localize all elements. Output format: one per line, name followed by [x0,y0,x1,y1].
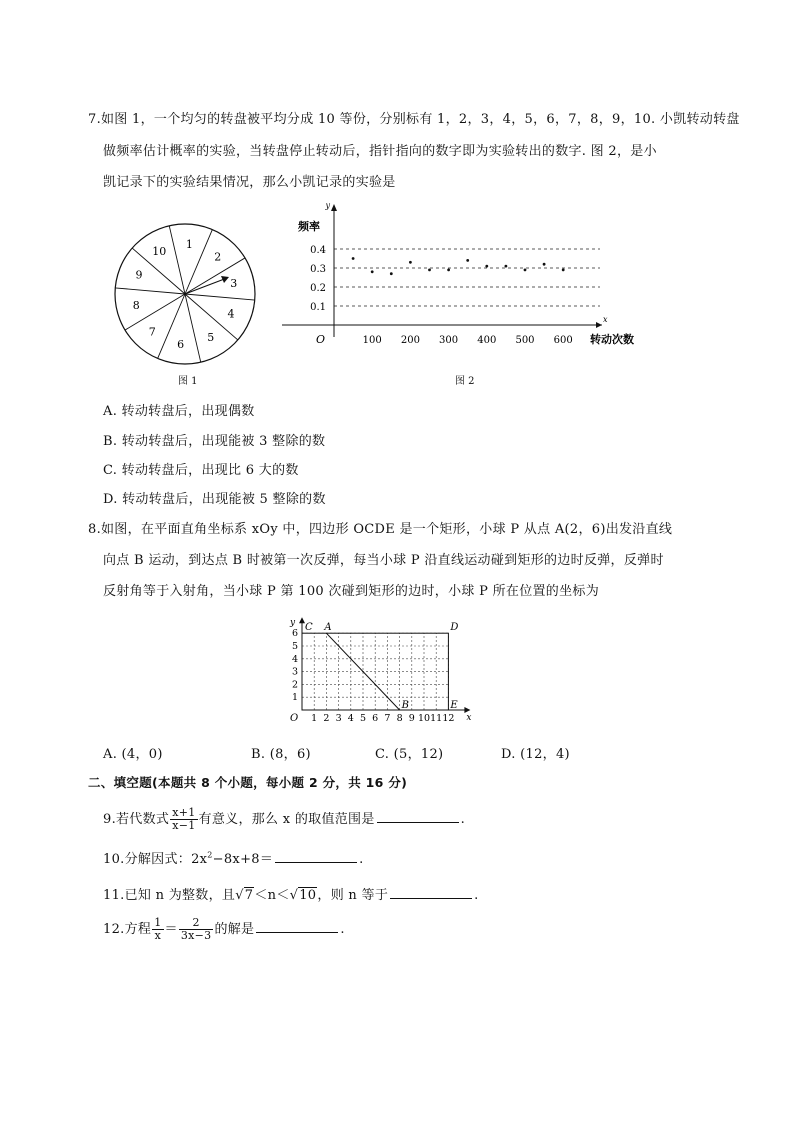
x-tick-label: 2 [323,713,330,724]
data-point [352,257,355,260]
x-tick-label: 4 [347,713,354,724]
y-tick-label: 0.1 [310,302,326,313]
q8-grid-figure [282,610,482,725]
q12-denominator-2: 3x−3 [180,929,212,942]
figure1-wheel [110,220,260,370]
y-tick-label: 2 [291,679,298,691]
wheel-number: 10 [152,245,167,259]
q9-denominator: x−1 [172,819,196,832]
data-point [505,265,508,268]
q11-radicand-2: 10 [299,888,317,903]
wheel-number: 8 [132,299,140,313]
x-tick-label: 600 [553,335,573,346]
q9-post: 有意义，那么 x 的取值范围是 [198,812,375,827]
y-tick-label: 0.2 [310,283,326,294]
q8-option-b: B. (8，6) [251,747,311,762]
wheel-number: 6 [177,337,185,351]
label-d: D [450,622,459,634]
data-point [485,265,488,268]
q11-radicand-1: 7 [244,888,254,903]
y-tick-label: 6 [291,628,298,640]
label-c: C [305,622,313,634]
q8-line3: 反射角等于入射角，当小球 P 第 100 次碰到矩形的边时，小球 P 所在位置的坐标为 [103,584,600,599]
x-axis-arrow [596,322,602,328]
x-tick-label: 400 [477,335,497,346]
section2-title: 二、填空题(本题共 8 个小题，每小题 2 分，共 16 分) [88,775,408,790]
q10-pre: 10.分解因式：2x [103,852,208,867]
data-point [524,269,527,272]
wheel-number: 3 [230,276,238,290]
data-point [409,261,412,264]
q12-post: 的解是 [214,922,255,937]
x-tick-label: 100 [362,335,382,346]
q11-post: ，则 n 等于 [317,888,389,903]
x-tick-label: 6 [372,713,379,724]
wheel-number: 7 [148,325,156,339]
x-tick-label: 10 [417,713,431,724]
q10-exponent: 2 [207,850,213,860]
q11-end: . [474,888,479,903]
x-tick-label: 11 [430,713,443,724]
x-tick-label: 1 [311,713,318,724]
q12-pre: 12.方程 [103,922,152,937]
wheel-number: 9 [135,268,143,282]
wheel-pointer [185,278,227,294]
x-axis-letter: x [466,713,472,723]
y-tick-label: 0.4 [310,245,326,256]
q8-line2: 向点 B 运动，到达点 B 时被第一次反弹，每当小球 P 沿直线运动碰到矩形的边时反弹，反弹时 [103,553,664,568]
origin-label: O [290,713,299,724]
q11-pre: 11.已知 n 为整数，且√ [103,888,244,903]
q10-post: −8x+8＝ [212,852,274,867]
x-tick-label: 200 [400,335,420,346]
q8-option-c: C. (5，12) [375,747,444,762]
figure2-caption: 图 2 [455,376,475,387]
y-tick-label: 1 [291,692,298,704]
data-point [543,263,546,266]
x-tick-label: 300 [439,335,459,346]
data-point [371,270,374,273]
q11-mid: ＜n＜√ [254,888,299,903]
y-axis-letter: y [290,618,296,629]
data-point [466,259,469,262]
wheel-divider [115,288,185,294]
q9-pre: 9.若代数式 [103,812,170,827]
q12-numerator-2: 2 [179,917,214,930]
y-axis-arrow [331,204,337,211]
data-point [562,269,565,272]
q10-answer-blank[interactable] [275,850,357,863]
wheel-number: 2 [214,250,222,264]
q9-end: . [460,812,466,827]
q7-line1: 7.如图 1，一个均匀的转盘被平均分成 10 等份，分别标有 1，2，3，4，5，6，7，8，9，10. 小凯转动转盘 [88,112,740,127]
q7-line3: 凯记录下的实验结果情况，那么小凯记录的实验是 [103,175,396,190]
y-axis-label: 频率 [298,220,320,233]
label-a: A [324,622,332,634]
x-tick-label: 7 [384,713,391,724]
wheel-number: 5 [207,330,215,344]
q7-option-a: A. 转动转盘后，出现偶数 [103,404,255,419]
figure2-chart [282,200,642,360]
x-tick-label: 3 [335,713,342,724]
label-e: E [450,700,458,711]
y-tick-label: 4 [291,653,298,665]
data-point [428,269,431,272]
q11 [103,884,479,903]
data-point [447,269,450,272]
q12-denominator-1: x [154,929,162,942]
figure1-caption: 图 1 [178,376,198,387]
x-tick-label: 12 [442,713,455,724]
q12 [103,917,345,942]
q9-answer-blank[interactable] [377,810,459,823]
q10-end: . [359,852,364,867]
q12-end: . [340,922,345,937]
x-tick-label: 9 [408,713,415,724]
q12-numerator-1: 1 [154,916,162,929]
q8-line1: 8.如图，在平面直角坐标系 xOy 中，四边形 OCDE 是一个矩形，小球 P 从点 A(2，6)出发沿直线 [88,522,673,537]
q12-fraction-1 [152,917,163,942]
q9 [103,807,465,832]
data-point [390,272,393,275]
wheel-number: 1 [185,238,193,252]
origin-label: O [316,333,326,346]
y-tick-label: 5 [291,641,298,652]
x-tick-label: 5 [359,713,367,724]
q7-option-c: C. 转动转盘后，出现比 6 大的数 [103,463,299,478]
q7-option-b: B. 转动转盘后，出现能被 3 整除的数 [103,434,326,449]
q7-option-d: D. 转动转盘后，出现能被 5 整除的数 [103,492,326,507]
y-tick-label: 0.3 [310,264,326,275]
q8-option-a: A. (4，0) [103,747,163,762]
wheel-divider [185,294,255,300]
q9-fraction [170,807,197,832]
x-axis-letter: x [603,315,608,324]
q12-answer-blank[interactable] [256,920,338,933]
x-tick-label: 500 [515,335,535,346]
y-axis-letter: y [325,201,330,210]
x-tick-label: 8 [396,713,403,724]
x-axis-label: 转动次数 [590,333,634,346]
label-b: B [401,700,409,711]
q12-fraction-2 [179,917,214,942]
q8-option-d: D. (12，4) [501,747,570,762]
q7-line2: 做频率估计概率的实验，当转盘停止转动后，指针指向的数字即为实验转出的数字. 图 2，是小 [103,144,657,159]
wheel-divider [185,294,201,362]
q10 [103,848,364,867]
wheel-number: 4 [227,307,235,321]
wheel-divider [169,226,185,294]
q11-answer-blank[interactable] [390,886,472,899]
q9-numerator: x+1 [172,806,196,819]
q12-equals: ＝ [164,922,178,937]
y-tick-label: 3 [291,666,298,678]
